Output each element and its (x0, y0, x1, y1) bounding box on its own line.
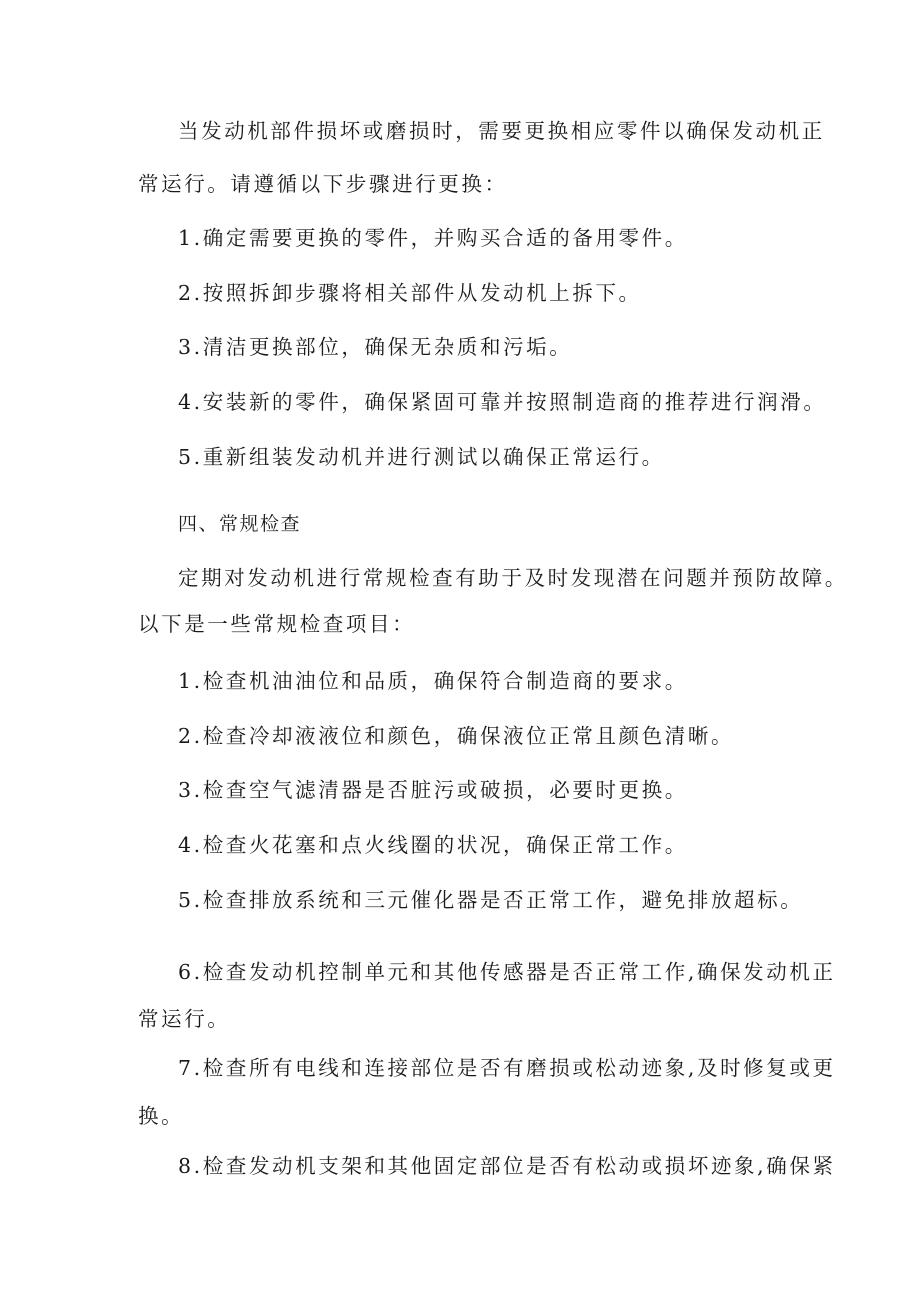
replacement-step-4: 4.安装新的零件，确保紧固可靠并按照制造商的推荐进行润滑。 (178, 390, 827, 414)
inspection-item-6-line-1: 6.检查发动机控制单元和其他传感器是否正常工作,确保发动机正 (178, 960, 836, 984)
inspection-item-3: 3.检查空气滤清器是否脏污或破损，必要时更换。 (178, 778, 688, 802)
inspection-intro-line-2: 以下是一些常规检查项目： (138, 612, 416, 636)
inspection-item-8-line-1: 8.检查发动机支架和其他固定部位是否有松动或损坏迹象,确保紧 (178, 1154, 836, 1178)
inspection-item-2: 2.检查冷却液液位和颜色，确保液位正常且颜色清晰。 (178, 724, 735, 748)
inspection-item-4: 4.检查火花塞和点火线圈的状况，确保正常工作。 (178, 833, 688, 857)
replacement-step-5: 5.重新组装发动机并进行测试以确保正常运行。 (178, 445, 665, 469)
replacement-step-3: 3.清洁更换部位，确保无杂质和污垢。 (178, 335, 573, 359)
inspection-item-7-line-2: 换。 (138, 1104, 185, 1128)
inspection-item-5: 5.检查排放系统和三元催化器是否正常工作，避免排放超标。 (178, 888, 804, 912)
replacement-step-2: 2.按照拆卸步骤将相关部件从发动机上拆下。 (178, 281, 642, 305)
inspection-item-6-line-2: 常运行。 (138, 1007, 231, 1031)
inspection-item-1: 1.检查机油油位和品质，确保符合制造商的要求。 (178, 669, 688, 693)
inspection-item-7-line-1: 7.检查所有电线和连接部位是否有磨损或松动迹象,及时修复或更 (178, 1056, 836, 1080)
section-heading-routine-inspection: 四、常规检查 (178, 513, 302, 535)
intro-paragraph-line-2: 常运行。请遵循以下步骤进行更换： (138, 172, 508, 196)
intro-paragraph-line-1: 当发动机部件损坏或磨损时，需要更换相应零件以确保发动机正 (178, 119, 825, 143)
replacement-step-1: 1.确定需要更换的零件，并购买合适的备用零件。 (178, 226, 688, 250)
inspection-intro-line-1: 定期对发动机进行常规检查有助于及时发现潜在问题并预防故障。 (178, 566, 848, 590)
